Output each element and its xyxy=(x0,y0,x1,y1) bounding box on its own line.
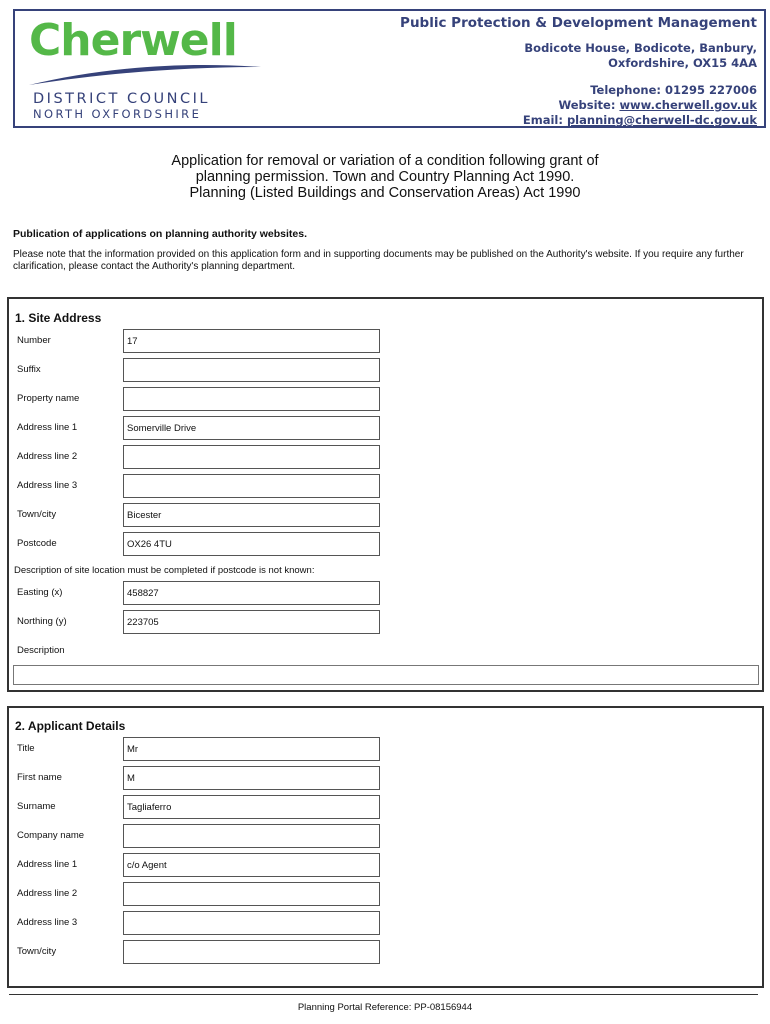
telephone: Telephone: 01295 227006 xyxy=(590,83,757,97)
publication-note: Please note that the information provided on this application form and in supporting documents may be published on the Authority's website. If you require any further clarification, please contact the Authority's planning department. xyxy=(13,249,744,272)
field-label: Easting (x) xyxy=(17,587,63,598)
logo-swoosh-icon xyxy=(25,55,265,89)
field-label: Address line 1 xyxy=(17,422,78,433)
field-label: Suffix xyxy=(17,364,41,375)
council-header xyxy=(13,9,766,128)
field-label: First name xyxy=(17,772,62,783)
address-line-1-field[interactable]: Somerville Drive xyxy=(123,416,380,440)
title-line-1: Application for removal or variation of a condition following grant of xyxy=(171,153,599,169)
address-line-1: Bodicote House, Bodicote, Banbury, xyxy=(524,41,757,55)
number-field[interactable]: 17 xyxy=(123,329,380,353)
field-label: Town/city xyxy=(17,509,57,520)
field-label: Address line 2 xyxy=(17,451,78,462)
section-title: 2. Applicant Details xyxy=(15,719,126,733)
field-label: Northing (y) xyxy=(17,616,67,627)
applicant-details-section xyxy=(7,706,764,988)
document-title xyxy=(0,153,770,201)
field-label: Property name xyxy=(17,393,80,404)
applicant-address-line-3-field[interactable] xyxy=(123,911,380,935)
surname-field[interactable]: Tagliaferro xyxy=(123,795,380,819)
first-name-field[interactable]: M xyxy=(123,766,380,790)
email-label: Email: xyxy=(522,113,567,127)
website-row xyxy=(400,98,757,113)
address-line-2: Oxfordshire, OX15 4AA xyxy=(608,56,757,70)
logo-subtitle-region: NORTH OXFORDSHIRE xyxy=(33,107,202,121)
address-line-3-field[interactable] xyxy=(123,474,380,498)
title-line-3: Planning (Listed Buildings and Conservation Areas) Act 1990 xyxy=(189,185,581,201)
footer-divider xyxy=(9,994,758,995)
easting-field[interactable]: 458827 xyxy=(123,581,380,605)
contact-block xyxy=(400,15,757,128)
field-label: Address line 2 xyxy=(17,888,78,899)
email-row xyxy=(400,113,757,128)
applicant-town-city-field[interactable] xyxy=(123,940,380,964)
title-line-2: planning permission. Town and Country Planning Act 1990. xyxy=(195,169,575,185)
field-label: Address line 1 xyxy=(17,859,78,870)
website-link[interactable]: www.cherwell.gov.uk xyxy=(619,98,757,112)
site-address-section xyxy=(7,297,764,692)
title-field[interactable]: Mr xyxy=(123,737,380,761)
field-label: Address line 3 xyxy=(17,480,78,491)
field-label: Surname xyxy=(17,801,56,812)
logo-subtitle-district: DISTRICT COUNCIL xyxy=(33,91,210,107)
applicant-address-line-2-field[interactable] xyxy=(123,882,380,906)
department-name: Public Protection & Development Management xyxy=(400,15,757,31)
publication-heading: Publication of applications on planning authority websites. xyxy=(13,228,308,240)
company-name-field[interactable] xyxy=(123,824,380,848)
property-name-field[interactable] xyxy=(123,387,380,411)
portal-reference: Planning Portal Reference: PP-08156944 xyxy=(297,1002,473,1013)
description-field[interactable] xyxy=(13,665,759,685)
field-label: Company name xyxy=(17,830,85,841)
suffix-field[interactable] xyxy=(123,358,380,382)
section-title: 1. Site Address xyxy=(15,311,102,325)
field-label: Number xyxy=(17,335,51,346)
field-label: Title xyxy=(17,743,35,754)
field-label: Town/city xyxy=(17,946,57,957)
applicant-address-line-1-field[interactable]: c/o Agent xyxy=(123,853,380,877)
website-label: Website: xyxy=(558,98,620,112)
location-note: Description of site location must be completed if postcode is not known: xyxy=(14,565,315,576)
field-label: Postcode xyxy=(17,538,57,549)
council-logo-wordmark: Cherwell xyxy=(29,15,237,66)
field-label: Description xyxy=(17,645,65,656)
field-label: Address line 3 xyxy=(17,917,78,928)
postcode-field[interactable]: OX26 4TU xyxy=(123,532,380,556)
address-line-2-field[interactable] xyxy=(123,445,380,469)
email-link[interactable]: planning@cherwell-dc.gov.uk xyxy=(566,113,757,127)
town-city-field[interactable]: Bicester xyxy=(123,503,380,527)
northing-field[interactable]: 223705 xyxy=(123,610,380,634)
